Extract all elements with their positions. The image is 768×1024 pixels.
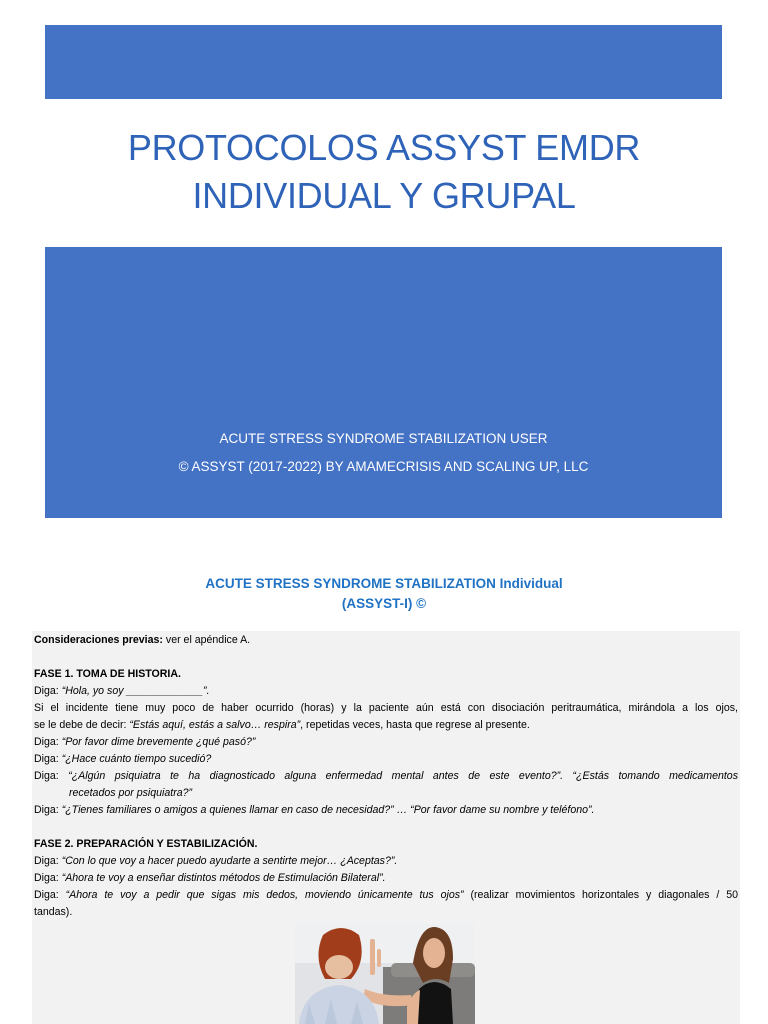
copyright-line: © ASSYST (2017-2022) BY AMAMECRISIS AND SCALING UP, LLC [178, 459, 589, 474]
phase1-line-incident: Si el incidente tiene muy poco de haber ocurrido (horas) y la paciente aún está con disociación peritraumática, mirándola a los ojos, [34, 702, 738, 714]
phase2-heading: FASE 2. PREPARACIÓN Y ESTABILIZACIÓN. [34, 838, 258, 850]
section-title [0, 574, 768, 614]
section-title-line-1: ACUTE STRESS SYNDROME STABILIZATION Individual [205, 576, 563, 591]
phase2-line-methods: Diga: “Ahora te voy a enseñar distintos métodos de Estimulación Bilateral”. [34, 872, 386, 884]
section-title-line-2: (ASSYST-I) © [341, 596, 427, 611]
therapy-session-photo [295, 923, 475, 1024]
phase1-line-when: Diga: “¿Hace cuánto tiempo sucedió? [34, 753, 212, 765]
title-line-2: INDIVIDUAL Y GRUPAL [192, 175, 576, 216]
phase1-heading: FASE 1. TOMA DE HISTORIA. [34, 668, 181, 680]
therapy-session-illustration [295, 923, 475, 1024]
phase1-line-diagnosis: Diga: “¿Algún psiquiatra te ha diagnosticado alguna enfermedad mental antes de este evento?”. “¿Estás tomando medicamentos [34, 770, 738, 782]
phase1-line-medication: recetados por psiquiatra?” [69, 787, 193, 799]
phase1-line-what-happened: Diga: “Por favor dime brevemente ¿qué pasó?” [34, 736, 256, 748]
top-header-band [45, 25, 722, 99]
considerations-line: Consideraciones previas: ver el apéndice A. [34, 634, 251, 646]
phase1-line-greeting: Diga: “Hola, yo soy _____________”. [34, 685, 210, 697]
phase1-line-reassure: se le debe de decir: “Estás aquí, estás a salvo… respira”, repetidas veces, hasta que regrese al presente. [34, 719, 530, 731]
phase2-line-eye-movements: Diga: “Ahora te voy a pedir que sigas mis dedos, moviendo únicamente tus ojos” (realizar movimientos horizontales y diagonales / 50 [34, 889, 738, 901]
phase1-line-contacts: Diga: “¿Tienes familiares o amigos a quienes llamar en caso de necesidad?” … “Por favor dame su nombre y teléfono”. [34, 804, 595, 816]
cover-subtitle-band [45, 247, 722, 518]
title-line-1: PROTOCOLOS ASSYST EMDR [127, 127, 641, 168]
subtitle-line-1: ACUTE STRESS SYNDROME STABILIZATION USER [219, 431, 548, 446]
phase2-line-tandas: tandas). [34, 906, 73, 918]
protocol-text-panel [32, 631, 740, 1024]
document-title [0, 124, 768, 220]
phase2-line-consent: Diga: “Con lo que voy a hacer puedo ayudarte a sentirte mejor… ¿Aceptas?”. [34, 855, 398, 867]
